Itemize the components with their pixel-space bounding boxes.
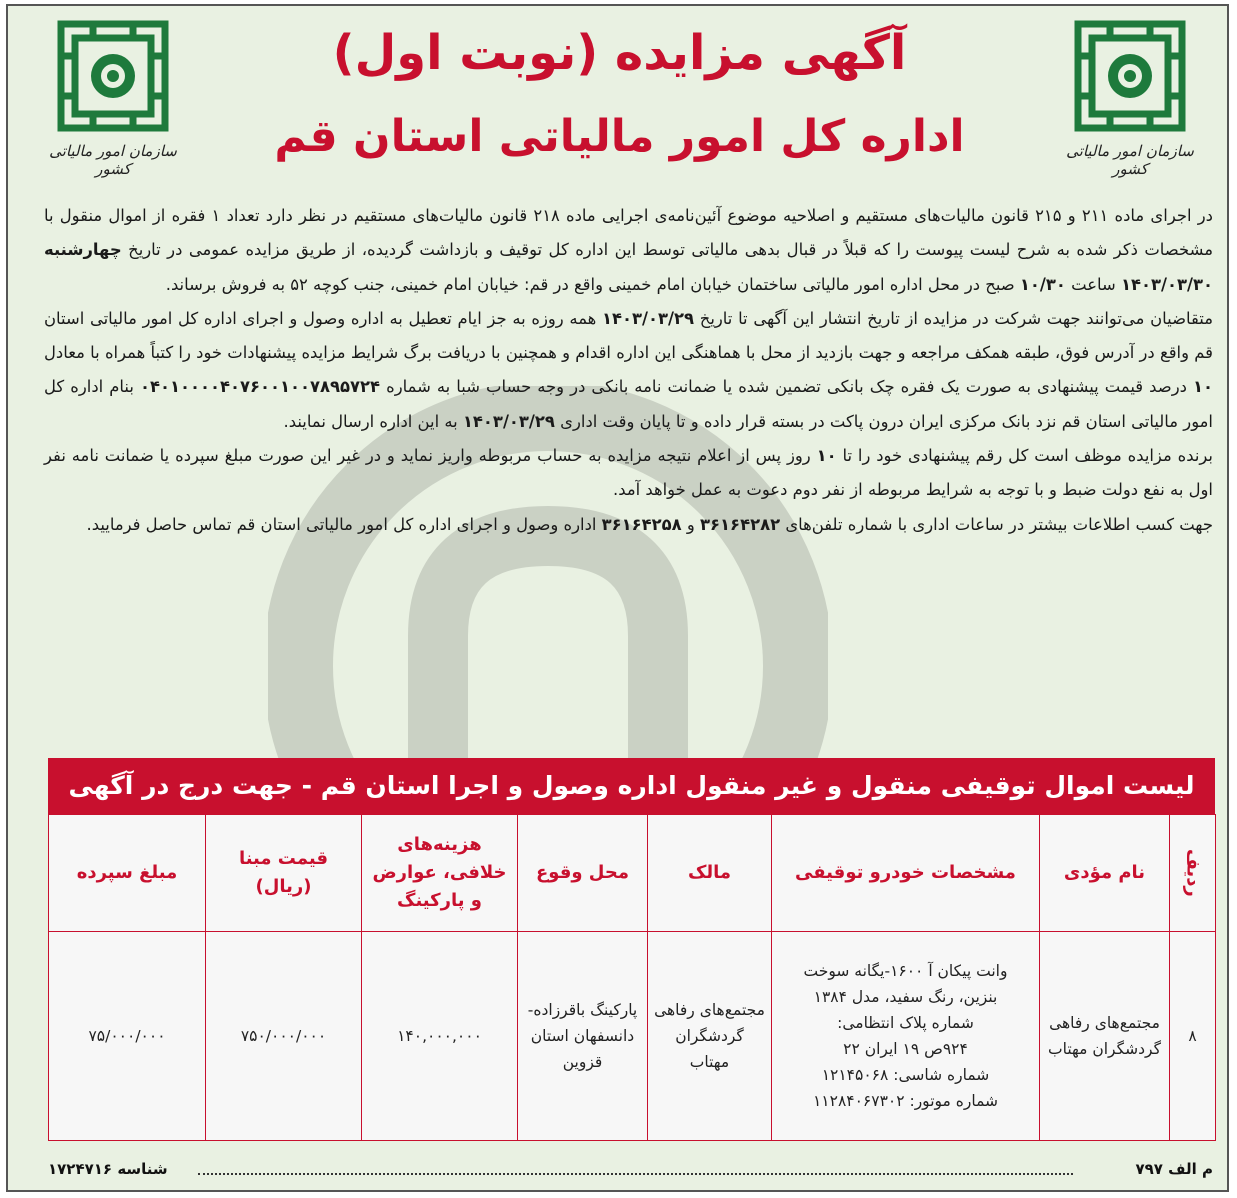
column-owner: مالک — [648, 815, 772, 932]
payment-days: ۱۰ — [816, 446, 837, 466]
column-taxpayer: نام مؤدی — [1040, 815, 1170, 932]
ad-code: م الف ۷۹۷ — [1135, 1160, 1213, 1178]
cell-base-price: ۷۵۰/۰۰۰/۰۰۰ — [206, 932, 362, 1141]
footer — [48, 1158, 1213, 1184]
cell-costs: ۱۴۰,۰۰۰,۰۰۰ — [362, 932, 518, 1141]
cell-vehicle: وانت پیکان آ ۱۶۰۰-یگانه سوخت بنزین، رنگ سفید، مدل ۱۳۸۴ شماره پلاک انتظامی: ۹۲۴ص ۱۹ ایران ۲۲ شماره شاسی: ۱۲۱۴۵۰۶۸ شماره موتور: ۱۱۲۸۴۰۶۷۳۰۲ — [772, 932, 1040, 1141]
paragraph-auction-details: در اجرای ماده ۲۱۱ و ۲۱۵ قانون مالیات‌های مستقیم و اصلاحیه موضوع آئین‌نامه‌ی اجرایی ماده ۲۱۸ قانون مالیات‌های مستقیم در نظر دارد تعداد ۱ فقره از اموال منقول با مشخصات ذکر شده به شرح لیست پیوست را که قبلاً در قبال بدهی مالیاتی توسط این اداره کل توقیف و بازداشت گردیده، از طریق مزایده عمومی در تاریخ چهارشنبه ۱۴۰۳/۰۳/۳۰ ساعت ۱۰/۳۰ صبح در محل اداره امور مالیاتی ساختمان خیابان امام خمینی واقع در قم: خیابان امام خمینی، جنب کوچه ۵۲ به فروش برساند. — [44, 206, 1213, 294]
cell-row: ۸ — [1170, 932, 1216, 1141]
auction-time: ۱۰/۳۰ — [1019, 274, 1066, 294]
column-row: ردیف — [1170, 815, 1216, 932]
column-vehicle: مشخصات خودرو توقیفی — [772, 815, 1040, 932]
identifier: شناسه ۱۷۲۴۷۱۶ — [48, 1160, 168, 1178]
column-costs: هزینه‌های خلافی، عوارض و پارکینگ — [362, 815, 518, 932]
cell-location: پارکینگ باقرزاده- دانسفهان استان قزوین — [518, 932, 648, 1141]
notice-subtitle: اداره کل امور مالیاتی استان قم — [274, 111, 965, 162]
notice-title: آگهی مزایده (نوبت اول) — [332, 25, 907, 81]
paragraph-winner-obligation: برنده مزایده موظف است کل رقم پیشنهادی خود را تا ۱۰ روز پس از اعلام نتیجه مزایده به حساب مربوطه واریز نماید و در غیر این صورت مبلغ سپرده یا ضمانت نامه نفر اول به نفع دولت ضبط و با توجه به شرایط مربوطه از نفر دوم دعوت به عمل خواهد آمد. — [44, 446, 1213, 500]
table-header-row — [49, 815, 1216, 932]
asset-table — [48, 814, 1216, 1141]
auction-date: چهارشنبه ۱۴۰۳/۰۳/۳۰ — [44, 240, 1213, 294]
column-base-price: قیمت مبنا (ریال) — [206, 815, 362, 932]
auction-notice — [6, 4, 1229, 1192]
phone-number: ۳۶۱۶۴۲۸۲ — [700, 514, 781, 534]
footer-divider — [198, 1173, 1073, 1175]
notice-body — [44, 199, 1213, 542]
cell-owner: مجتمع‌های رفاهی گردشگران مهتاب — [648, 932, 772, 1141]
org-name: سازمان امور مالیاتی کشور — [49, 142, 177, 178]
cell-deposit: ۷۵/۰۰۰/۰۰۰ — [49, 932, 206, 1141]
org-name: سازمان امور مالیاتی کشور — [1066, 142, 1194, 178]
deadline-date: ۱۴۰۳/۰۳/۲۹ — [602, 308, 695, 328]
column-deposit: مبلغ سپرده — [49, 815, 206, 932]
tax-organization-logo-icon — [53, 16, 173, 136]
phone-number: ۳۶۱۶۴۲۵۸ — [601, 514, 682, 534]
table-row — [49, 932, 1216, 1141]
emblem-left — [38, 16, 188, 178]
asset-list-banner: لیست اموال توقیفی منقول و غیر منقول اداره وصول و اجرا استان قم - جهت درج در آگهی — [48, 758, 1215, 814]
submission-deadline: ۱۴۰۳/۰۳/۲۹ — [462, 411, 555, 431]
tax-organization-logo-icon — [1070, 16, 1190, 136]
deposit-percent: ۱۰ — [1192, 377, 1213, 397]
cell-taxpayer: مجتمع‌های رفاهی گردشگران مهتاب — [1040, 932, 1170, 1141]
sheba-number: ۰۴۰۱۰۰۰۰۴۰۷۶۰۰۱۰۰۷۸۹۵۷۲۴ — [139, 377, 381, 397]
paragraph-contact: جهت کسب اطلاعات بیشتر در ساعات اداری با شماره تلفن‌های ۳۶۱۶۴۲۸۲ و ۳۶۱۶۴۲۵۸ اداره وصول و اجرای اداره کل امور مالیاتی استان قم تماس حاصل فرمایید. — [86, 514, 1213, 534]
paragraph-participation: متقاضیان می‌توانند جهت شرکت در مزایده از تاریخ انتشار این آگهی تا تاریخ ۱۴۰۳/۰۳/۲۹ همه روزه به جز ایام تعطیل به اداره وصول و اجرای اداره کل امور مالیاتی استان قم واقع در آدرس فوق، طبقه همکف مراجعه و جهت بازدید از محل با هماهنگی این اداره اقدام و همچنین با دریافت برگ شرایط مزایده پیشنهادات خود را کتباً همراه با معادل ۱۰ درصد قیمت پیشنهادی به صورت یک فقره چک بانکی تضمین شده یا ضمانت نامه بانکی در وجه حساب شبا به شماره ۰۴۰۱۰۰۰۰۴۰۷۶۰۰۱۰۰۷۸۹۵۷۲۴ بنام اداره کل امور مالیاتی استان قم نزد بانک مرکزی ایران درون پاکت در بسته قرار داده و تا پایان وقت اداری ۱۴۰۳/۰۳/۲۹ به این اداره ارسال نمایند. — [44, 308, 1213, 431]
emblem-right — [1055, 16, 1205, 178]
header — [8, 6, 1227, 201]
column-location: محل وقوع — [518, 815, 648, 932]
